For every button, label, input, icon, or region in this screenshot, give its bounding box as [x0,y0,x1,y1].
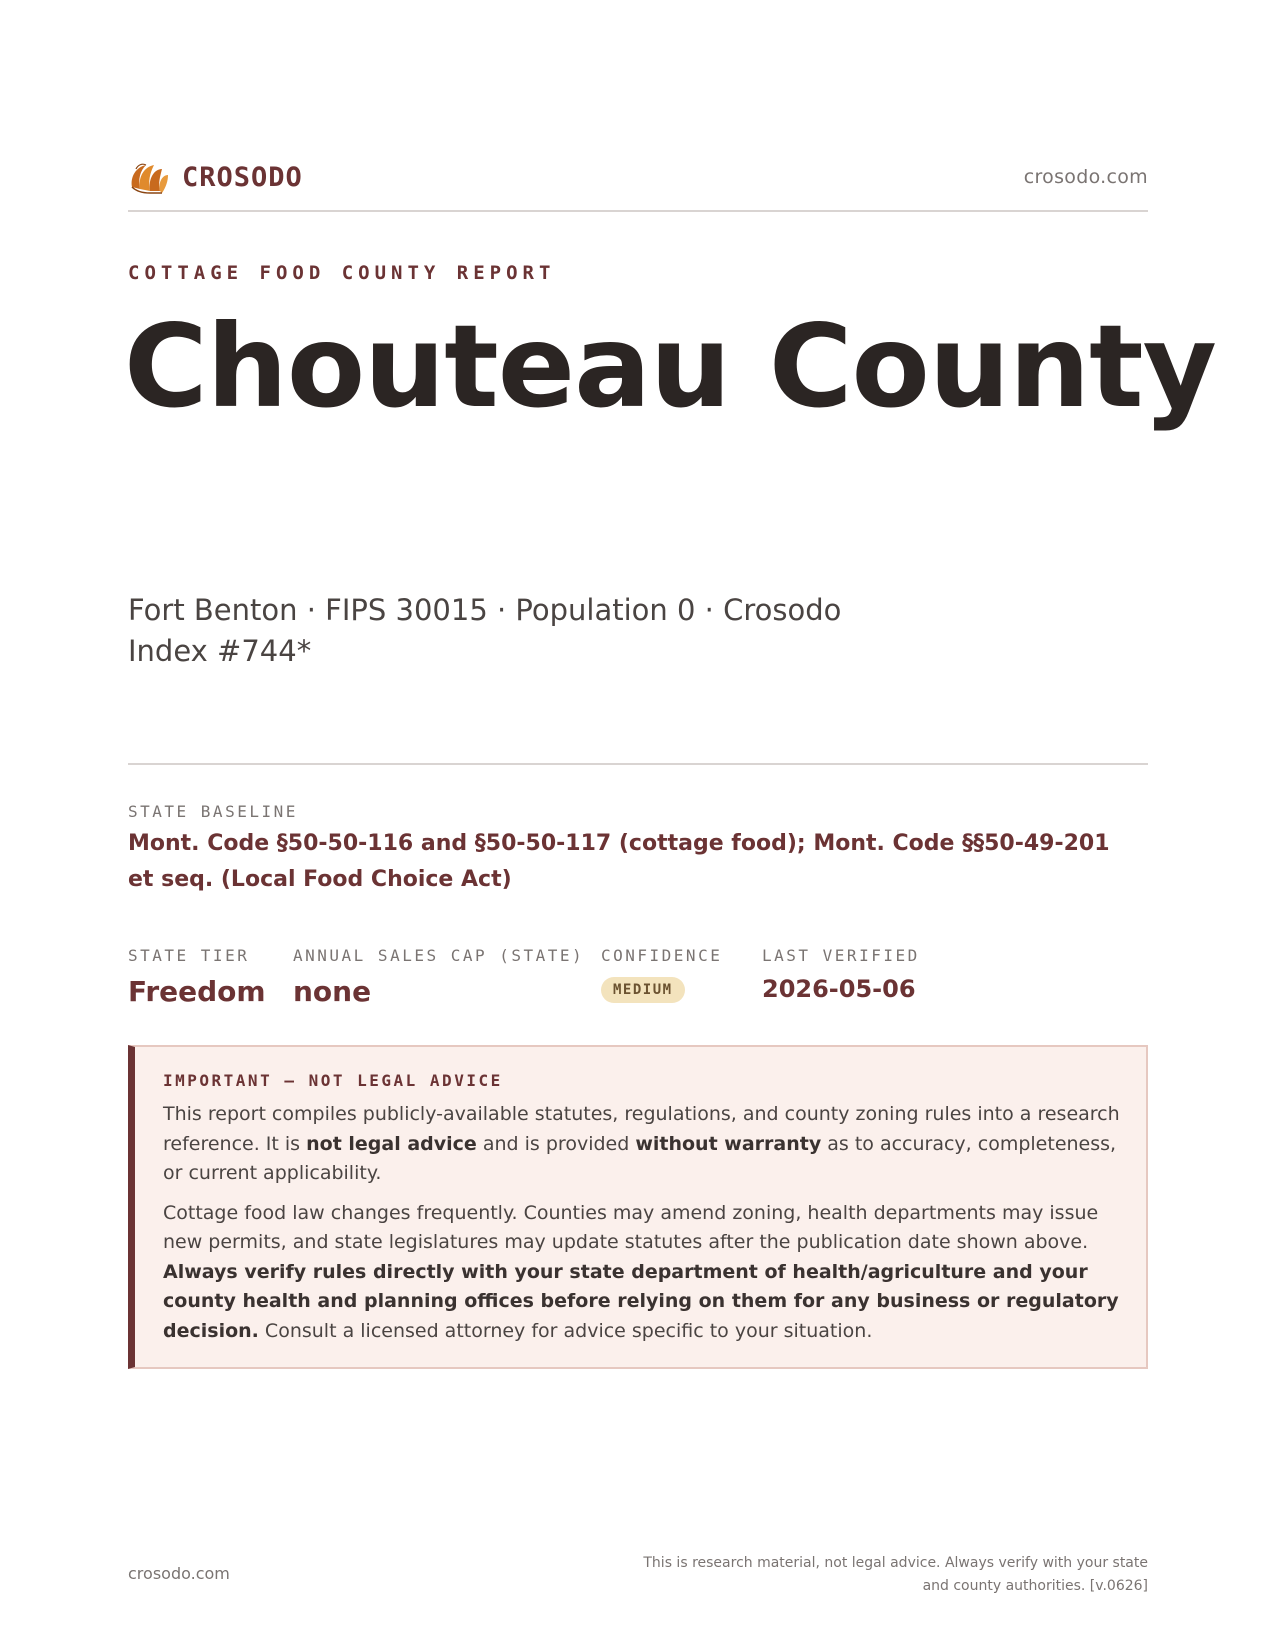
stat-state-tier [128,946,266,1008]
brand-name: CROSODO [182,161,303,193]
stat-label: CONFIDENCE [601,946,723,965]
baseline-statutes: Mont. Code §50-50-116 and §50-50-117 (cottage food); Mont. Code §§50-49-201 et seq. (Local Food Choice Act) [128,831,1110,892]
brand [128,157,303,197]
stat-value: none [293,975,372,1008]
stat-label: ANNUAL SALES CAP (STATE) [293,946,585,965]
page-header [128,158,1148,212]
footer-url[interactable]: crosodo.com [128,1564,230,1583]
stat-value: 2026-05-06 [762,975,916,1003]
stat-value: Freedom [128,975,266,1008]
croissant-icon [128,157,170,197]
report-eyebrow: COTTAGE FOOD COUNTY REPORT [128,262,556,284]
page-title: Chouteau County [124,300,1216,433]
footer-disclaimer: This is research material, not legal advice. Always verify with your state and county authorities. [v.0626] [643,1555,1148,1594]
stat-last-verified [762,946,920,1003]
stat-confidence [601,946,722,1003]
notice-title: IMPORTANT — NOT LEGAL ADVICE [163,1071,503,1090]
confidence-badge: MEDIUM [601,977,685,1003]
county-subtitle: Fort Benton · FIPS 30015 · Population 0 · Crosodo Index #744* [128,593,842,668]
notice-paragraph-1: This report compiles publicly-available statutes, regulations, and county zoning rules into a research reference. It is not legal advice and is provided without warranty as to accuracy, completeness, or current applicability. [163,1103,1120,1184]
report-page [124,0,1216,1650]
legal-notice [128,1045,1148,1369]
stat-label: LAST VERIFIED [762,946,920,965]
notice-paragraph-2: Cottage food law changes frequently. Counties may amend zoning, health departments may issue new permits, and state legislatures may update statutes after the publication date shown above. Always verify rules directly with your state department of health/agriculture and your county health and planning offices before relying on them for any business or regulatory decision. Consult a licensed attorney for advice specific to your situation. [163,1201,1119,1342]
stat-sales-cap [293,946,584,1008]
section-divider [128,763,1148,765]
stat-label: STATE TIER [128,946,250,965]
site-url[interactable]: crosodo.com [1023,166,1148,188]
baseline-label: STATE BASELINE [128,802,298,821]
